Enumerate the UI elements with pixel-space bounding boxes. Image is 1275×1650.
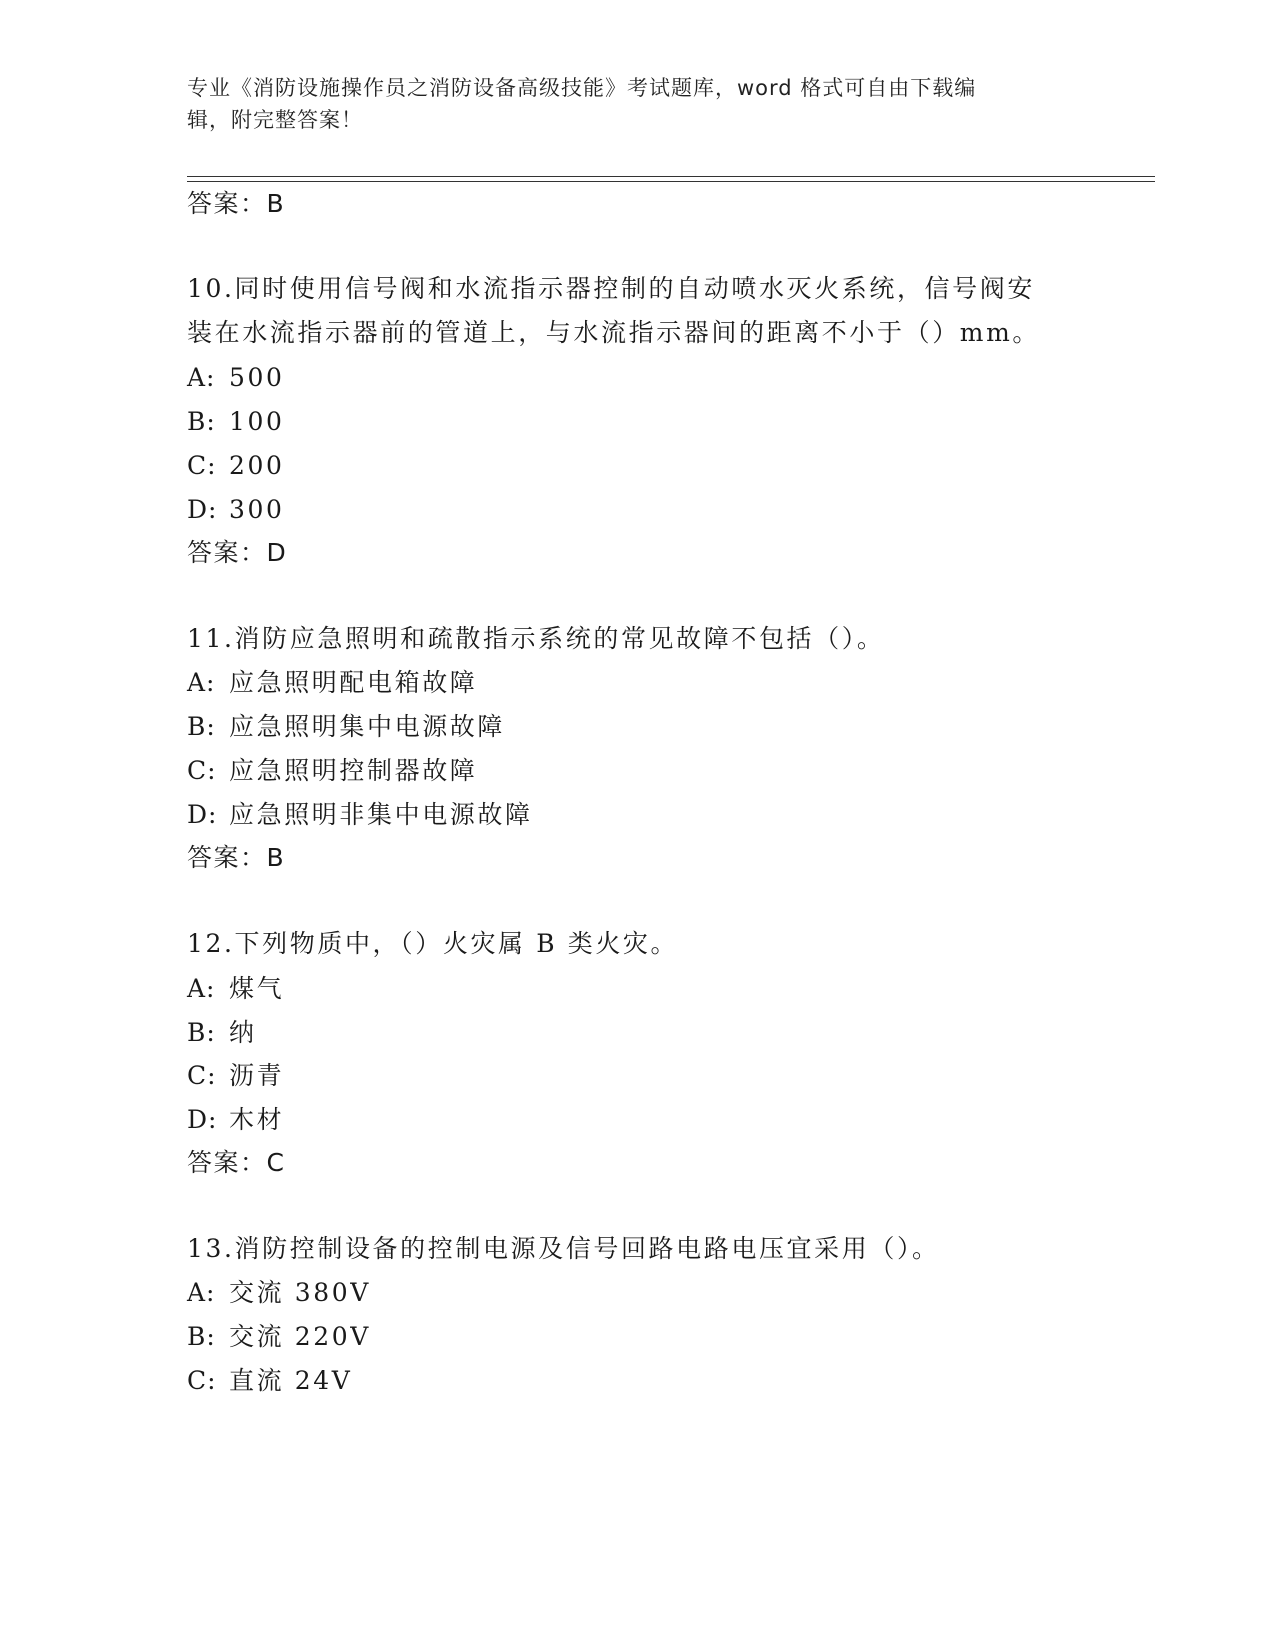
option-text: 煤气	[229, 974, 285, 1003]
header-line-2: 辑，附完整答案！	[187, 108, 363, 132]
header-divider-secondary	[187, 181, 1155, 182]
header-line-1: 专业《消防设施操作员之消防设备高级技能》考试题库，word 格式可自由下载编	[187, 76, 977, 100]
option-label: D:	[187, 1105, 218, 1134]
question-12-option-c	[187, 1060, 284, 1092]
question-10-text-line-1: 10.同时使用信号阀和水流指示器控制的自动喷水灭火系统，信号阀安	[187, 274, 1035, 303]
option-text: 应急照明集中电源故障	[229, 712, 506, 741]
option-text: 应急照明配电箱故障	[229, 668, 478, 697]
question-11-option-c	[187, 755, 477, 787]
question-10-answer: 答案：D	[187, 538, 288, 567]
option-text: 直流 24V	[229, 1366, 353, 1395]
option-label: C:	[187, 756, 217, 785]
question-10-text-line-2: 装在水流指示器前的管道上，与水流指示器间的距离不小于（）mm。	[187, 318, 1041, 347]
question-12-option-b	[187, 1017, 257, 1049]
option-text: 500	[229, 363, 285, 392]
option-text: 应急照明控制器故障	[229, 756, 478, 785]
option-text: 200	[229, 451, 285, 480]
question-11-answer: 答案：B	[187, 843, 286, 872]
question-13-option-a	[187, 1277, 371, 1309]
document-header	[187, 72, 1067, 136]
option-label: A:	[187, 668, 216, 697]
option-text: 沥青	[229, 1061, 285, 1090]
question-11-option-d	[187, 799, 533, 831]
option-label: C:	[187, 1061, 217, 1090]
question-12-text: 12.下列物质中，（）火灾属 B 类火灾。	[187, 929, 679, 958]
question-10-option-a	[187, 362, 285, 394]
option-label: B:	[187, 712, 216, 741]
question-11-text: 11.消防应急照明和疏散指示系统的常见故障不包括（）。	[187, 624, 885, 653]
question-13-option-c	[187, 1365, 352, 1397]
option-text: 交流 220V	[229, 1322, 371, 1351]
option-label: C:	[187, 1366, 217, 1395]
question-12-answer: 答案：C	[187, 1148, 286, 1177]
option-text: 纳	[229, 1018, 257, 1047]
option-label: A:	[187, 1278, 216, 1307]
question-10-option-b	[187, 406, 285, 438]
option-label: A:	[187, 363, 216, 392]
question-13-text: 13.消防控制设备的控制电源及信号回路电路电压宜采用（）。	[187, 1234, 940, 1263]
question-12-option-a	[187, 973, 284, 1005]
option-label: B:	[187, 407, 216, 436]
option-text: 应急照明非集中电源故障	[229, 800, 533, 829]
option-text: 木材	[229, 1105, 285, 1134]
option-text: 100	[229, 407, 285, 436]
question-10-option-c	[187, 450, 285, 482]
option-label: C:	[187, 451, 217, 480]
option-label: A:	[187, 974, 216, 1003]
option-label: B:	[187, 1322, 216, 1351]
option-label: D:	[187, 800, 218, 829]
question-10-option-d	[187, 494, 285, 526]
question-11-option-b	[187, 711, 505, 743]
question-12-option-d	[187, 1104, 284, 1136]
previous-answer: 答案：B	[187, 189, 286, 218]
question-11-option-a	[187, 667, 477, 699]
option-text: 300	[229, 495, 285, 524]
question-13-option-b	[187, 1321, 371, 1353]
header-divider	[187, 176, 1155, 177]
option-text: 交流 380V	[229, 1278, 371, 1307]
option-label: B:	[187, 1018, 216, 1047]
option-label: D:	[187, 495, 218, 524]
